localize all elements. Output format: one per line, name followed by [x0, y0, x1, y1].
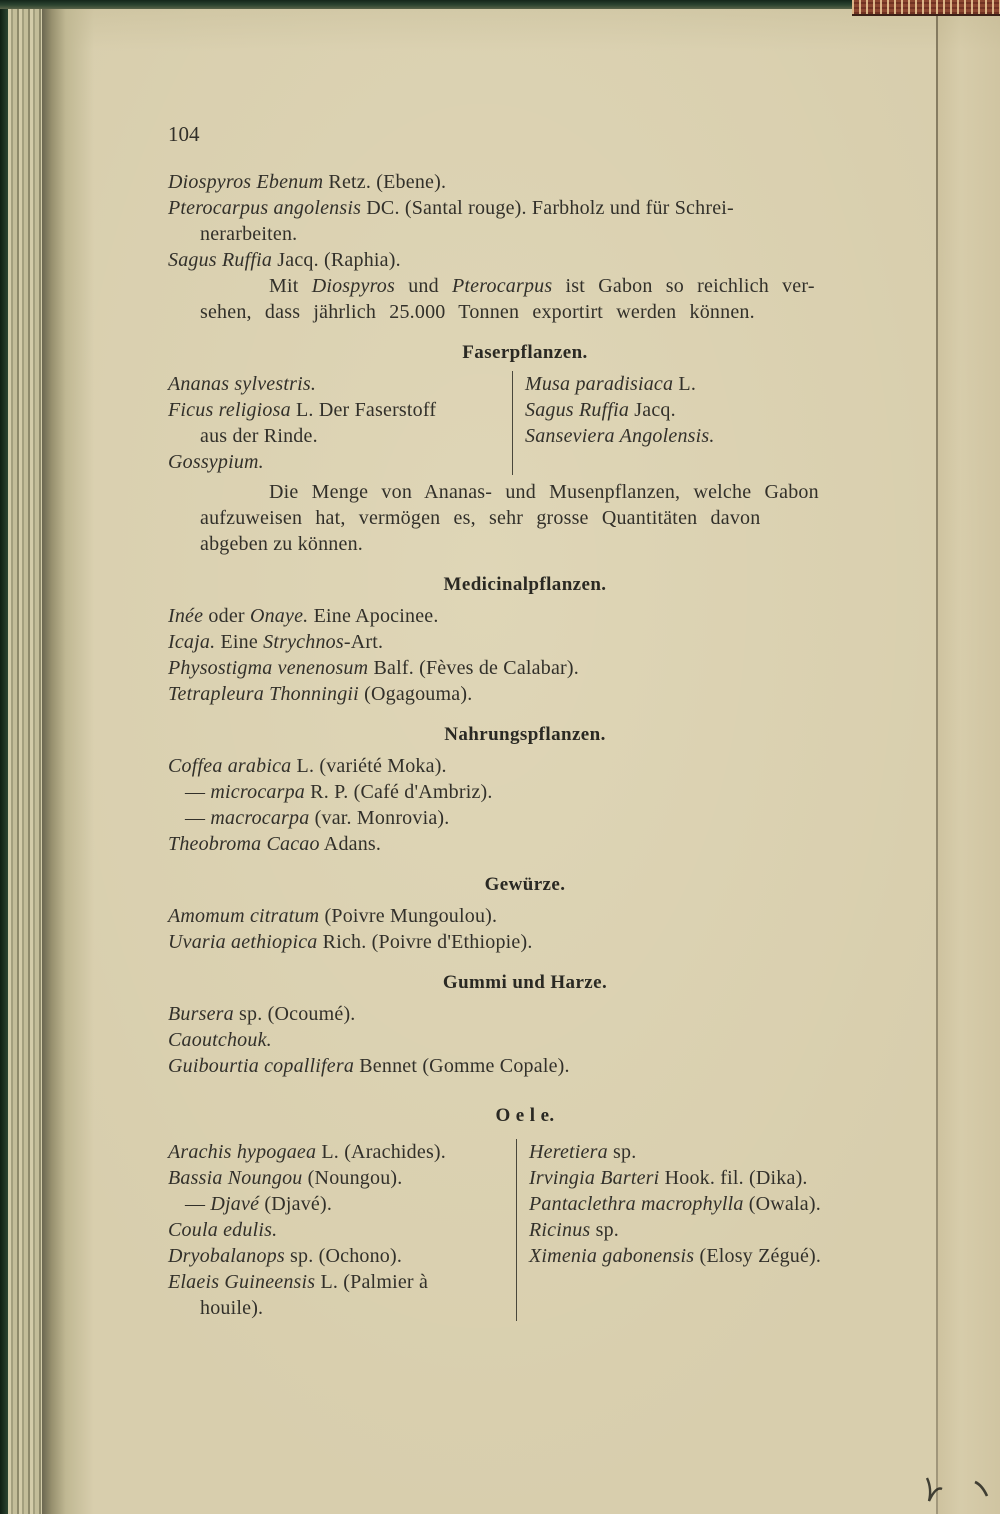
latin-name: Pterocarpus angolensis — [168, 197, 362, 219]
text-line — [168, 195, 882, 221]
latin-name: Diospyros Ebenum — [168, 171, 324, 193]
text-line — [168, 1295, 516, 1321]
latin-name: Pterocarpus — [452, 275, 553, 297]
latin-name: Coffea arabica — [168, 755, 292, 777]
latin-name: Ricinus — [529, 1219, 591, 1241]
latin-name: Musa paradisiaca — [525, 373, 674, 395]
text-segment: nerarbeiten. — [200, 223, 298, 245]
text-segment: Eine Apocinee. — [308, 605, 439, 627]
heading-medicinalpflanzen: Medicinalpflanzen. — [443, 574, 607, 595]
text-line — [168, 221, 882, 247]
text-segment: Die Menge von Ananas- und Musenpflanzen, welche Gabon — [269, 481, 819, 503]
text-line — [168, 1217, 516, 1243]
text-segment: Adans. — [319, 833, 382, 855]
text-segment: houile). — [200, 1297, 264, 1319]
heading-oele: O e l e. — [495, 1105, 555, 1126]
oele-columns — [168, 1139, 882, 1321]
text-line — [168, 1165, 516, 1191]
oele-left-column — [168, 1139, 516, 1321]
heading-nahrungspflanzen: Nahrungspflanzen. — [444, 724, 606, 745]
latin-name: Dryobalanops — [168, 1245, 285, 1267]
latin-name: Bursera — [168, 1003, 234, 1025]
page-margin-tint — [938, 9, 1000, 1514]
text-segment: — — [185, 781, 211, 803]
text-segment: sp. (Ocoumé). — [233, 1003, 356, 1025]
text-segment: abgeben zu können. — [200, 533, 363, 555]
latin-name: Sagus Ruffia — [525, 399, 630, 421]
text-segment: Jacq. — [629, 399, 676, 421]
book-page-edges — [8, 0, 42, 1514]
faser-right-column — [513, 371, 882, 475]
page-edge-line — [936, 14, 938, 1514]
book-cover-top-edge — [0, 0, 1000, 9]
text-segment: aus der Rinde. — [200, 425, 318, 447]
text-segment: Mit — [269, 275, 312, 297]
text-segment: Retz. (Ebene). — [323, 171, 447, 193]
text-line — [168, 1243, 516, 1269]
text-line — [168, 681, 882, 707]
latin-name: Inée — [168, 605, 204, 627]
text-line — [525, 371, 882, 397]
text-segment: (Djavé). — [259, 1193, 333, 1215]
faser-paragraph — [168, 479, 882, 557]
latin-name: Diospyros — [311, 275, 395, 297]
latin-name: Ximenia gabonensis — [529, 1245, 695, 1267]
text-line — [168, 397, 512, 423]
text-line — [168, 1027, 882, 1053]
text-line — [168, 603, 882, 629]
text-line — [168, 903, 882, 929]
text-line — [168, 779, 882, 805]
book-cover-left-edge — [0, 0, 8, 1514]
text-segment: — — [185, 1193, 211, 1215]
text-segment: (Noungou). — [302, 1167, 403, 1189]
ink-marks — [915, 1462, 1000, 1514]
text-line — [168, 449, 512, 475]
text-block — [168, 121, 882, 1321]
latin-name: Gossypium. — [168, 451, 264, 473]
text-line — [168, 655, 882, 681]
text-segment: (Poivre Mungoulou). — [319, 905, 498, 927]
text-line — [529, 1243, 882, 1269]
latin-name: Arachis hypogaea — [168, 1141, 317, 1163]
latin-name: Ficus religiosa — [168, 399, 291, 421]
latin-name: Coula edulis. — [168, 1219, 278, 1241]
heading-faserpflanzen: Faserpflanzen. — [462, 342, 588, 363]
text-line — [168, 479, 882, 505]
faser-columns — [168, 371, 882, 475]
text-segment: Eine — [215, 631, 264, 653]
text-segment: oder — [203, 605, 250, 627]
text-segment: sp. (Ochono). — [284, 1245, 403, 1267]
latin-name: Elaeis Guineensis — [168, 1271, 316, 1293]
text-segment: sp. — [607, 1141, 637, 1163]
text-segment: Jacq. (Raphia). — [272, 249, 401, 271]
text-line — [525, 423, 882, 449]
text-segment: aufzuweisen hat, vermögen es, sehr grosse Quantitäten davon — [200, 507, 761, 529]
text-segment: sehen, dass jährlich 25.000 Tonnen exportirt werden können. — [200, 301, 755, 323]
latin-name: macrocarpa — [210, 807, 310, 829]
latin-name: Amomum citratum — [168, 905, 320, 927]
text-line — [168, 1001, 882, 1027]
gutter-shadow — [42, 0, 94, 1514]
latin-name: Tetrapleura Thonningii — [168, 683, 359, 705]
text-line — [529, 1139, 882, 1165]
page-number: 104 — [168, 122, 200, 146]
heading-gummi-und-harze: Gummi und Harze. — [442, 972, 608, 993]
text-line — [168, 531, 882, 557]
oele-right-column — [517, 1139, 882, 1321]
latin-name: Pantaclethra macrophylla — [529, 1193, 744, 1215]
latin-name: Ananas sylvestris. — [168, 373, 317, 395]
text-line — [168, 299, 882, 325]
text-line — [168, 1191, 516, 1217]
text-line — [529, 1217, 882, 1243]
text-segment: R. P. (Café d'Ambriz). — [304, 781, 493, 803]
latin-name: Sagus Ruffia — [168, 249, 273, 271]
latin-name: Guibourtia copallifera — [168, 1055, 355, 1077]
text-segment: sp. — [590, 1219, 619, 1241]
medicinal-list — [168, 603, 882, 707]
text-segment: (Elosy Zégué). — [694, 1245, 822, 1267]
decorative-binding-band — [852, 0, 1000, 16]
ink-mark-slash — [975, 1482, 987, 1496]
text-segment: L. (variété Moka). — [291, 755, 447, 777]
latin-name: Theobroma Cacao — [168, 833, 320, 855]
text-segment: L. — [673, 373, 697, 395]
faser-left-column — [168, 371, 512, 475]
text-segment: — — [185, 807, 211, 829]
text-line — [168, 1053, 882, 1079]
latin-name: Uvaria aethiopica — [168, 931, 318, 953]
text-line — [168, 1139, 516, 1165]
text-segment: ist Gabon so reichlich ver- — [552, 275, 815, 297]
text-segment: L. (Arachides). — [316, 1141, 446, 1163]
latin-name: Icaja. — [168, 631, 216, 653]
text-line — [168, 371, 512, 397]
text-line — [168, 831, 882, 857]
ink-mark-check — [927, 1478, 942, 1501]
latin-name: Heretiera — [529, 1141, 608, 1163]
text-line — [168, 505, 882, 531]
text-line — [168, 247, 882, 273]
gewuerze-list — [168, 903, 882, 955]
text-segment: L. (Palmier à — [315, 1271, 429, 1293]
text-line — [525, 397, 882, 423]
latin-name: microcarpa — [210, 781, 305, 803]
nahrung-list — [168, 753, 882, 857]
latin-name: Strychnos — [263, 631, 344, 653]
latin-name: Physostigma venenosum — [168, 657, 369, 679]
text-segment: (Ogagouma). — [358, 683, 473, 705]
text-line — [529, 1165, 882, 1191]
text-segment: DC. (Santal rouge). Farbholz und für Schrei- — [361, 197, 734, 219]
text-segment: Hook. fil. (Dika). — [659, 1167, 808, 1189]
text-segment: und — [395, 275, 452, 297]
latin-name: Sanseviera Angolensis. — [525, 425, 715, 447]
text-segment: L. Der Faserstoff — [290, 399, 437, 421]
latin-name: Irvingia Barteri — [529, 1167, 660, 1189]
text-segment: (Owala). — [743, 1193, 821, 1215]
text-segment: Bennet (Gomme Copale). — [354, 1055, 570, 1077]
text-line — [168, 273, 882, 299]
text-line — [168, 169, 882, 195]
text-line — [168, 929, 882, 955]
gummi-list — [168, 1001, 882, 1079]
text-line — [529, 1191, 882, 1217]
latin-name: Onaye. — [249, 605, 309, 627]
latin-name: Bassia Noungou — [168, 1167, 303, 1189]
text-segment: Balf. (Fèves de Calabar). — [368, 657, 579, 679]
text-segment: Rich. (Poivre d'Ethiopie). — [317, 931, 533, 953]
text-segment: (var. Monrovia). — [309, 807, 450, 829]
heading-gewuerze: Gewürze. — [484, 874, 566, 895]
text-segment: -Art. — [343, 631, 384, 653]
text-line — [168, 753, 882, 779]
text-line — [168, 1269, 516, 1295]
intro-block — [168, 169, 882, 325]
latin-name: Djavé — [210, 1193, 260, 1215]
text-line — [168, 805, 882, 831]
latin-name: Caoutchouk. — [168, 1029, 272, 1051]
text-line — [168, 423, 512, 449]
text-line — [168, 629, 882, 655]
